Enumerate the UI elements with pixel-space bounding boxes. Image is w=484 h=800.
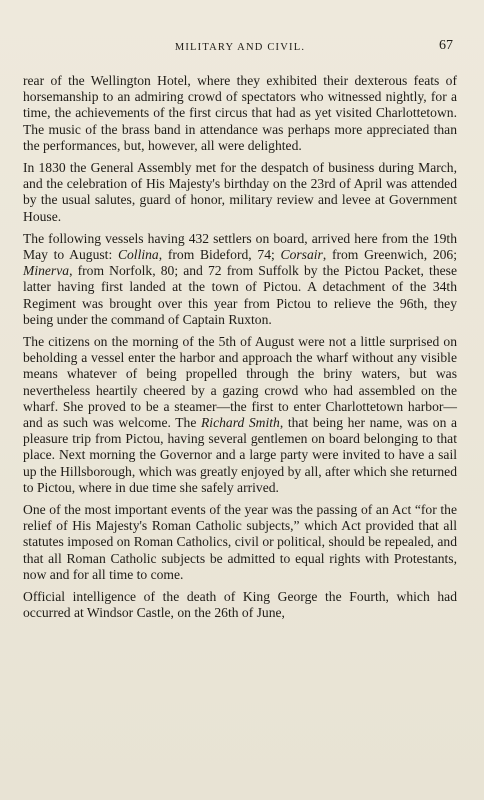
paragraph-general-assembly: In 1830 the General Assembly met for the despatch of business during March, and the celebration of His Majesty's birthday on the 23rd of April was attended by the usual salutes, guard of honor, military review and levee at Government House.: [23, 160, 457, 224]
body-text: [23, 73, 457, 622]
running-head: MILITARY AND CIVIL.: [174, 42, 306, 53]
text-run: The citizens on the morning of the 5th of August were not a little surprised on beholding a vessel enter the harbor and approach the wharf without any visible means whatever of being propelled through the briny waters, but was nevertheless heartily cheered by a gazing crowd who had assembled on the wharf. She proved to be a steamer—the first to enter Charlottetown harbor—and as such was welcome. The: [23, 334, 457, 431]
text-run: , that being her name, was on a pleasure trip from Pictou, having several gentlemen on board belonging to that place. Next morning the Governor and a large party were invited to have a sail up the Hillsborough, which was greatly enjoyed by all, after which she returned to Pictou, where in due time she safely arrived.: [23, 415, 457, 495]
text-run: , from Bideford, 74;: [158, 247, 281, 263]
paragraph-catholic-relief-act: One of the most important events of the year was the passing of an Act “for the relief of His Majesty's Roman Catholic subjects,” which Act provided that all statutes imposed on Roman Catholics, civil or political, should be repealed, and that all Roman Catholic subjects be admitted to equal rights with Protestants, now and for all time to come.: [23, 502, 457, 582]
paragraph-vessels: [23, 231, 457, 328]
ship-name-corsair: Corsair: [280, 247, 323, 263]
ship-name-richard-smith: Richard Smith: [200, 415, 280, 431]
paragraph-circus: rear of the Wellington Hotel, where they exhibited their dexterous feats of horsemanship to an admiring crowd of spectators who witnessed nightly, for a time, the achievements of the first circus that had as yet visited Charlottetown. The music of the brass band in attendance was perhaps more appreciated than the performances, but, however, all were delighted.: [23, 73, 457, 153]
page-number: 67: [439, 38, 453, 53]
page-header: [23, 38, 457, 60]
paragraph-steamer: [23, 334, 457, 496]
text-run: , from Greenwich, 206;: [322, 247, 457, 263]
ship-name-minerva: Minerva: [23, 263, 70, 279]
text-run: The following vessels having 432 settlers on board, arrived here from the 19th May to August:: [23, 230, 457, 263]
ship-name-collina: Collina: [117, 247, 159, 263]
text-run: , from Norfolk, 80; and 72 from Suffolk by the Pictou Packet, these latter having first landed at the town of Pictou. A detachment of the 34th Regiment was brought over this year from Pictou to relieve the 96th, they being under the command of Captain Ruxton.: [23, 263, 457, 327]
paragraph-death-of-king: Official intelligence of the death of King George the Fourth, which had occurred at Windsor Castle, on the 26th of June,: [23, 589, 457, 621]
